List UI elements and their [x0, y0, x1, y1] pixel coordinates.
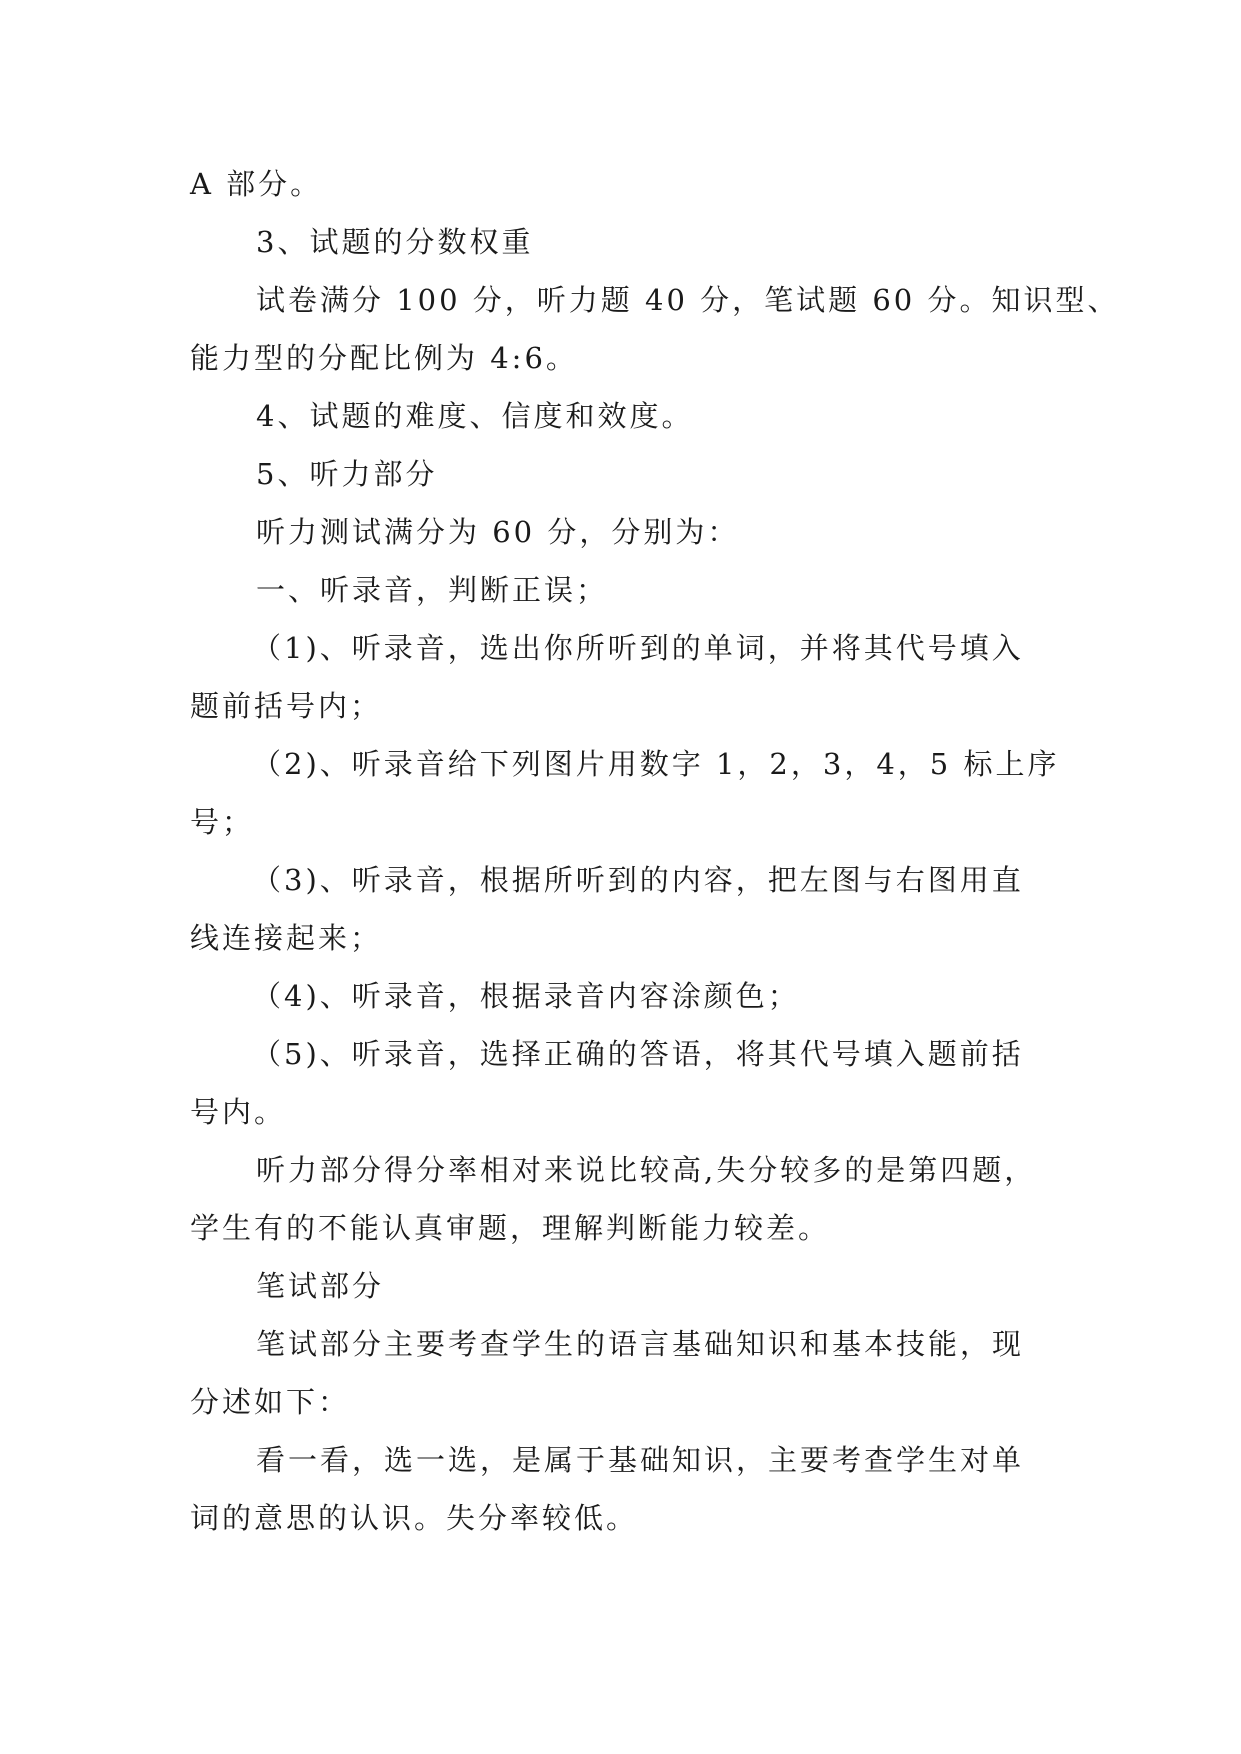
- list-item: （2)、听录音给下列图片用数字 1，2，3，4，5 标上序: [252, 747, 1060, 781]
- text-line: 学生有的不能认真审题，理解判断能力较差。: [190, 1211, 831, 1245]
- section-heading: 3、试题的分数权重: [256, 225, 534, 259]
- text-line: 号；: [190, 805, 255, 839]
- text-line: 能力型的分配比例为 4:6。: [190, 341, 578, 375]
- text-line: 笔试部分主要考查学生的语言基础知识和基本技能，现: [256, 1327, 1025, 1361]
- list-item: （3)、听录音，根据所听到的内容，把左图与右图用直: [252, 863, 1024, 897]
- text-line: 题前括号内；: [190, 689, 383, 723]
- text-line: 号内。: [190, 1095, 287, 1129]
- section-heading: 5、听力部分: [256, 457, 438, 491]
- text-line: 试卷满分 100 分，听力题 40 分，笔试题 60 分。知识型、: [256, 283, 1120, 317]
- text-line: 词的意思的认识。失分率较低。: [190, 1501, 639, 1535]
- text-line: 一、听录音，判断正误；: [256, 573, 609, 607]
- list-item: （4)、听录音，根据录音内容涂颜色；: [252, 979, 800, 1013]
- list-item: （5)、听录音，选择正确的答语，将其代号填入题前括: [252, 1037, 1024, 1071]
- text-line: 看一看，选一选，是属于基础知识，主要考查学生对单: [256, 1443, 1025, 1477]
- document-body: [190, 155, 1120, 1547]
- list-item: （1)、听录音，选出你所听到的单词，并将其代号填入: [252, 631, 1024, 665]
- section-heading: 4、试题的难度、信度和效度。: [256, 399, 694, 433]
- text-line: 分述如下：: [190, 1385, 351, 1419]
- section-heading: 笔试部分: [256, 1269, 385, 1303]
- text-line: 听力部分得分率相对来说比较高,失分较多的是第四题，: [256, 1153, 1037, 1187]
- text-line: 听力测试满分为 60 分，分别为：: [256, 515, 740, 549]
- text-line: 线连接起来；: [190, 921, 383, 955]
- text-line: A 部分。: [190, 167, 323, 201]
